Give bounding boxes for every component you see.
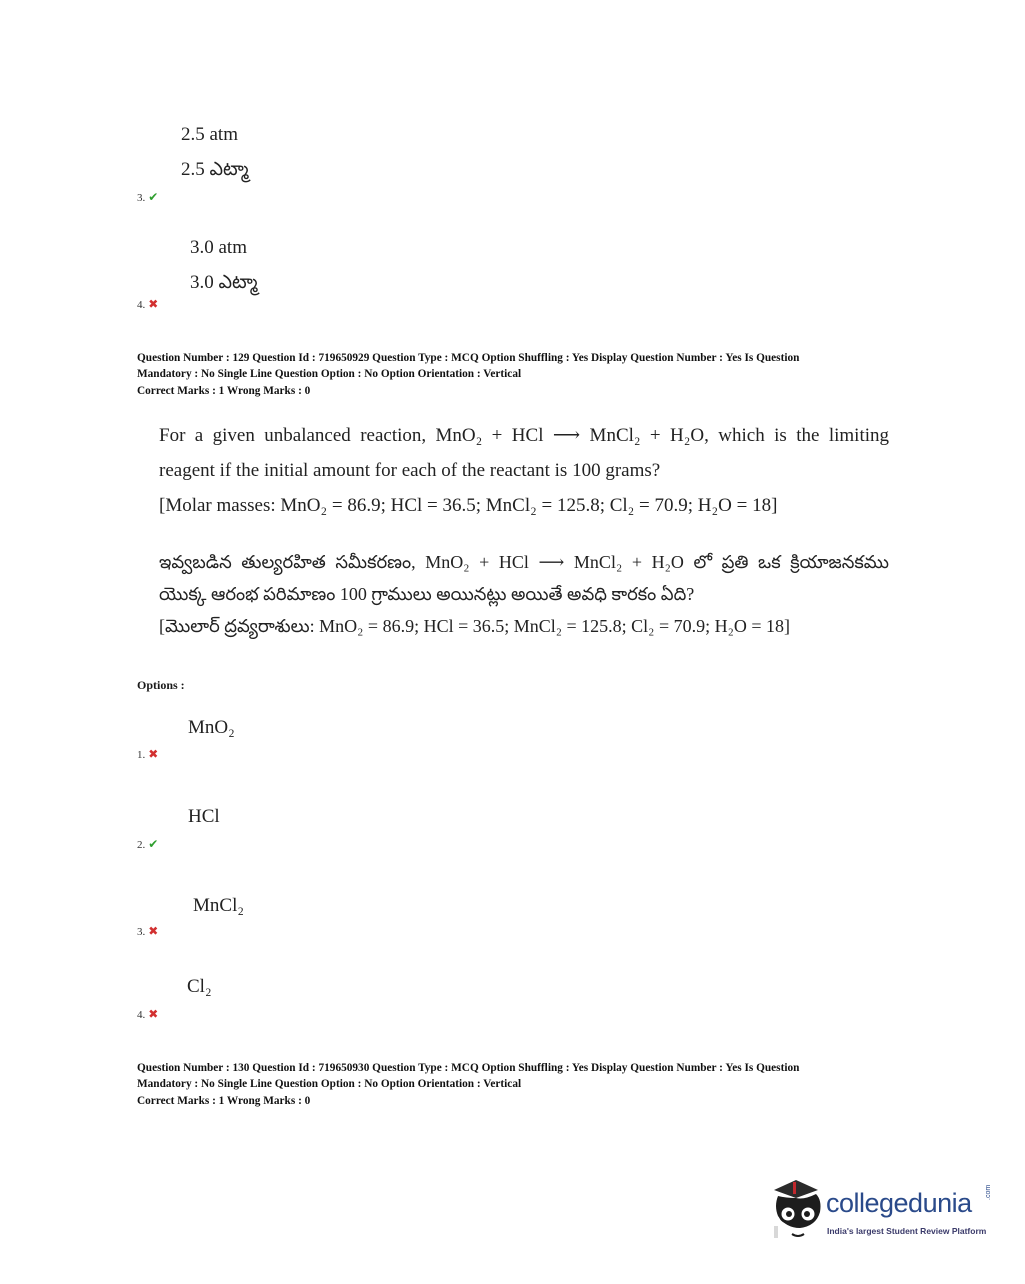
question-line: [మొలార్ ద్రవ్యరాశులు: MnO₂ = 86.9; HCl = 36.5; MnCl₂ = 125.8; Cl₂ = 70.9; H₂O = 18]: [159, 616, 791, 636]
cross-icon: ✖: [148, 924, 159, 938]
logo-com: .com: [985, 1184, 992, 1200]
option-1-text: MnO₂: [188, 717, 235, 738]
question-129-english: [159, 418, 889, 523]
option-4-label: [137, 297, 158, 312]
logo-tagline: India's largest Student Review Platform: [827, 1226, 987, 1236]
option-number: 3.: [137, 926, 146, 938]
collegedunia-logo: [766, 1176, 996, 1248]
option-number: 1.: [137, 749, 146, 761]
mascot-icon: [766, 1176, 826, 1248]
question-129-header: [137, 351, 897, 400]
check-icon: ✔: [148, 190, 159, 204]
question-130-header: [137, 1061, 897, 1110]
question-line: ఇవ్వబడిన తుల్యరహిత సమీకరణం, MnO₂ + HCl ⟶ MnCl₂ + H₂O లో ప్రతి ఒక క్రియాజనకము: [159, 552, 889, 572]
question-129-telugu: [159, 546, 889, 642]
option-2-label: [137, 837, 158, 852]
option-2-text: HCl: [188, 806, 220, 827]
option-3-english: 2.5 atm: [181, 124, 238, 145]
cross-icon: ✖: [148, 297, 159, 311]
option-number: 4.: [137, 299, 146, 311]
option-number: 3.: [137, 192, 146, 204]
logo-wordmark: collegedunia: [826, 1188, 972, 1218]
cross-icon: ✖: [148, 747, 159, 761]
option-3-label: [137, 924, 158, 939]
option-4-telugu: 3.0 ఎట్మా: [190, 272, 258, 293]
option-4-english: 3.0 atm: [190, 237, 247, 258]
header-line: Correct Marks : 1 Wrong Marks : 0: [137, 1095, 311, 1107]
header-line: Mandatory : No Single Line Question Option : No Option Orientation : Vertical: [137, 367, 522, 380]
header-line: Question Number : 129 Question Id : 719650929 Question Type : MCQ Option Shuffling : Yes Display Question Number : Yes Is Question: [137, 352, 800, 364]
option-4-text: Cl₂: [187, 976, 212, 997]
header-line: Question Number : 130 Question Id : 719650930 Question Type : MCQ Option Shuffling : Yes Display Question Number : Yes Is Question: [137, 1062, 800, 1074]
options-label: Options :: [137, 678, 185, 692]
option-number: 2.: [137, 839, 146, 851]
cross-icon: ✖: [148, 1007, 159, 1021]
option-3-text: MnCl₂: [193, 895, 244, 916]
option-3-label: [137, 190, 158, 205]
question-line: యొక్క ఆరంభ పరిమాణం 100 గ్రాములు అయినట్లు అయితే అవధి కారకం ఏది?: [159, 584, 695, 604]
question-line: reagent if the initial amount for each of the reactant is 100 grams?: [159, 460, 661, 481]
question-line: [Molar masses: MnO₂ = 86.9; HCl = 36.5; MnCl₂ = 125.8; Cl₂ = 70.9; H₂O = 18]: [159, 495, 778, 516]
header-line: Mandatory : No Single Line Question Option : No Option Orientation : Vertical: [137, 1077, 522, 1090]
header-line: Correct Marks : 1 Wrong Marks : 0: [137, 385, 311, 397]
option-1-label: [137, 747, 158, 762]
option-3-telugu: 2.5 ఎట్మా: [181, 159, 249, 180]
option-number: 4.: [137, 1009, 146, 1021]
question-line: For a given unbalanced reaction, MnO₂ + HCl ⟶ MnCl₂ + H₂O, which is the limiting: [159, 425, 889, 446]
check-icon: ✔: [148, 837, 159, 851]
option-4-label: [137, 1007, 158, 1022]
